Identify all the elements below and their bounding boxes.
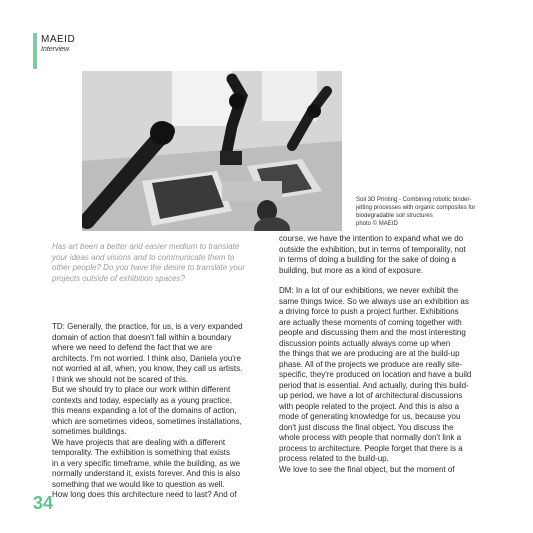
body-line: people and discussing them and the most interesting	[279, 328, 466, 337]
body-line: temporality. The exhibition is something that exists	[52, 448, 231, 457]
body-line: How long does this architecture need to last? And of	[52, 490, 237, 499]
body-line: not worried at all, when, you know, they call us artists.	[52, 364, 243, 373]
body-line: something that we would like to question as well.	[52, 479, 225, 489]
header	[41, 34, 75, 54]
left-column-answer	[52, 322, 267, 501]
body-line: architects. I'm not worried. I think also, Daniela you're	[52, 353, 241, 363]
body-line: in a very specific timeframe, while the building, as we	[52, 458, 241, 468]
body-line: discussion points actually always come up when	[279, 338, 451, 348]
question-line: your ideas and visions and to communicate them to	[52, 252, 235, 262]
body-line: contexts and today, especially as a young practice,	[52, 395, 232, 405]
body-line: period that is essential. And actually, during this build-	[279, 380, 469, 390]
question-line: projects outside of exhibition spaces?	[52, 273, 185, 283]
body-line: We have projects that are dealing with a different	[52, 437, 226, 447]
body-line: sometimes buildings.	[52, 427, 127, 436]
photo-illustration	[82, 71, 342, 231]
body-line: We love to see the final object, but the moment of	[279, 464, 455, 474]
body-line: which are sometimes videos, sometimes installations,	[52, 416, 242, 426]
body-line: same things twice. So we always use an exhibition as	[279, 296, 469, 306]
section-label: Interview	[41, 46, 70, 53]
body-line: with people related to the project. And this is also a	[279, 401, 460, 411]
photo-caption	[356, 196, 496, 228]
page-number: 34	[33, 493, 54, 513]
body-line: in terms of doing a building for the sake of doing a	[279, 255, 456, 264]
body-line: I think we should not be scared of this.	[52, 374, 189, 384]
body-line: a driving force to push a project further. Exhibitions	[279, 307, 459, 316]
body-line: building, but more as a kind of exposure.	[279, 265, 424, 275]
caption-credit: photo © MAEID	[356, 221, 398, 227]
body-line: don't just discuss the final object. You discuss the	[279, 422, 454, 432]
brand-name: MAEID	[41, 34, 76, 45]
caption-line: jetting processes with organic composites for	[356, 205, 476, 211]
body-line: process to architecture. People forget that there is a	[279, 443, 463, 453]
body-line: phase. All of the projects we produce are really site-	[279, 359, 463, 369]
paragraph-gap	[279, 276, 494, 286]
accent-bar	[33, 33, 37, 69]
robotic-printing-photo	[82, 71, 342, 231]
caption-line: biodegradable soil structures	[356, 213, 433, 219]
body-line: TD: Generally, the practice, for us, is a very expanded	[52, 322, 243, 331]
body-line: But we should try to place our work within different	[52, 385, 231, 394]
question-line: Has art been a better and easier medium to translate	[52, 242, 240, 251]
body-line: outside the exhibition, but in terms of temporality, not	[279, 244, 466, 254]
body-line: normally understand it, exists forever. And this is also	[52, 469, 241, 478]
interview-question	[52, 242, 267, 284]
body-line: this means expanding a lot of the domains of action,	[52, 406, 237, 415]
body-line: specific, they're produced on location and have a build	[279, 370, 472, 379]
body-line: up period, we have a lot of architectural discussions	[279, 391, 463, 400]
body-line: the things that we are producing are at the build-up	[279, 349, 460, 358]
right-column-answer	[279, 234, 494, 475]
question-line: other people? Do you have the desire to translate your	[52, 263, 246, 272]
body-line: where we need to defend the fact that we are	[52, 343, 213, 352]
body-line: whole process with people that normally don't link a	[279, 433, 462, 442]
caption-line: Soil 3D Printing - Combining robotic binder-	[356, 197, 472, 203]
body-line: DM: In a lot of our exhibitions, we never exhibit the	[279, 286, 459, 295]
body-line: are actually these moments of coming together with	[279, 317, 462, 327]
body-line: process related to the build-up.	[279, 454, 389, 463]
body-line: domain of action that doesn't fall within a boundary	[52, 332, 232, 342]
body-line: course, we have the intention to expand what we do	[279, 234, 464, 243]
body-line: mode of generating knowledge for us, because you	[279, 412, 461, 421]
